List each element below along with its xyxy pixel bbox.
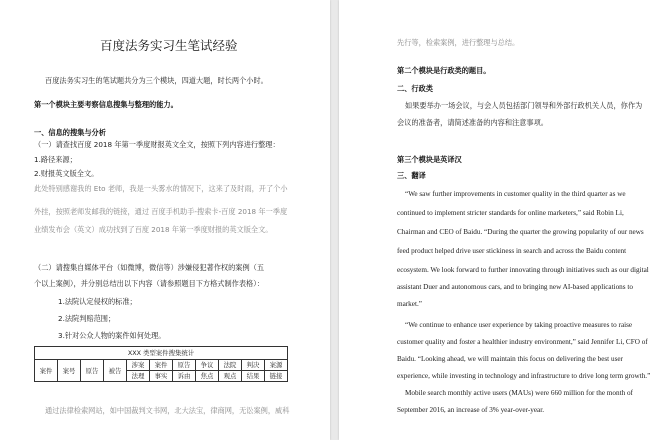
- module1-heading: 第一个模块主要考察信息搜集与整理的能力。: [34, 100, 178, 109]
- translation-p1-line: ecosystem. We look forward to further innovating through initiatives such as our digital: [397, 266, 649, 274]
- table-header-cell: 案号: [58, 360, 81, 382]
- document-page-left: [0, 0, 330, 440]
- table-header-cell: 原告: [173, 360, 196, 371]
- translation-p2-line: experience, while investing in technology and infrastructure to drive long term growth.”: [397, 372, 651, 380]
- question2-item2: 2.法院判赔范围；: [58, 314, 116, 323]
- module2-heading: 第二个模块是行政类的题目。: [397, 66, 491, 75]
- table-header-cell: 法理: [127, 371, 150, 382]
- table-header-cell: 争议: [196, 360, 219, 371]
- table-header-cell: 观点: [219, 371, 242, 382]
- admin-question-line1: 如果要举办一场会议，与会人员包括部门领导和外部行政机关人员，你作为: [405, 101, 643, 110]
- question2-line1: （二）请搜集自媒体平台（如微博，微信等）涉嫌侵犯著作权的案例（五: [34, 263, 265, 272]
- table-header-cell: 结果: [242, 371, 265, 382]
- table-header-cell: 涉案: [127, 360, 150, 371]
- document-title: 百度法务实习生笔试经验: [100, 38, 238, 53]
- table-header-cell: 案件: [35, 360, 58, 382]
- translation-p1-line: feed product helped drive user stickiness in search and across the Baidu content: [397, 247, 627, 255]
- translation-p1-line: market.”: [397, 300, 422, 308]
- section1-heading: 一、信息的搜集与分析: [34, 128, 106, 137]
- gray-note-line1: 此处特别感谢我的 Eto 老师，我是一头雾水的情况下，这来了及时雨，开了个小: [34, 184, 288, 193]
- question1-text: （一）请查找百度 2018 年第一季度财报英文全文，按照下列内容进行整理：: [34, 140, 280, 149]
- top-gray-note: 先行等，检索案例，进行整理与总结。: [397, 38, 520, 47]
- case-statistics-table: [34, 346, 288, 382]
- question2-item3: 3.针对公众人物的案件如何处理。: [58, 331, 166, 340]
- question2-item1: 1.法院认定侵权的标准；: [58, 297, 137, 306]
- document-page-right: [339, 0, 667, 440]
- table-header-cell: 事实: [150, 371, 173, 382]
- question2-line2: 个以上案例），并分别总结出以下内容（请参照题目下方格式制作表格）：: [34, 279, 264, 288]
- table-header-cell: 案件: [150, 360, 173, 371]
- table-header-cell: 判决: [242, 360, 265, 371]
- table-header-cell: 焦点: [196, 371, 219, 382]
- translation-p2-line: Baidu. “Looking ahead, we will maintain this focus on delivering the best user: [397, 355, 623, 363]
- translation-p2-line: “We continue to enhance user experience by taking proactive measures to raise: [405, 321, 633, 329]
- admin-question-line2: 会议的准备者，请简述准备的内容和注意事项。: [397, 118, 548, 127]
- table-header-cell: 法院: [219, 360, 242, 371]
- question1-item1: 1.路径来源；: [34, 155, 77, 164]
- table-caption: XXX 类型案件搜集统计: [35, 347, 288, 360]
- table-header-cell: 被告: [104, 360, 127, 382]
- translation-p1-line: “We saw further improvements in customer quality in the third quarter as we: [405, 190, 626, 198]
- table-header-cell: 诉由: [173, 371, 196, 382]
- translation-p1-line: assistant Duer and autonomous cars, and to bringing new AI-based applications to: [397, 283, 633, 291]
- footer-gray-note: 通过法律检索网站，如中国裁判文书网，北大法宝，律商网，无讼案例，威科: [45, 406, 290, 415]
- table-header-cell: 原告: [81, 360, 104, 382]
- translation-p1-line: continued to implement stricter standards for online marketers,” said Robin Li,: [397, 209, 624, 217]
- question1-item2: 2.财报英文版全文。: [34, 169, 99, 178]
- intro-paragraph: 百度法务实习生的笔试题共分为三个模块，四道大题，时长两个小时。: [45, 76, 268, 85]
- translation-p3-line: Mobile search monthly active users (MAUs) were 660 million for the month of: [405, 389, 633, 397]
- table-header-cell: 链接: [265, 371, 288, 382]
- module3-heading: 第三个模块是英译汉: [397, 155, 462, 164]
- gray-note-line2: 外挂，按照老师发邮我的链接，通过 百度手机助手-搜索卡-百度 2018 年一季度: [34, 207, 288, 216]
- section3-heading: 三、翻译: [397, 171, 426, 180]
- translation-p2-line: customer quality and foster a healthier industry environment,” said Jennifer Li, CFO of: [397, 338, 648, 346]
- gray-note-line3: 业绩发布会（英文）成功找到了百度 2018 年第一季度财报的英文版全文。: [34, 225, 273, 234]
- translation-p3-line: September 2016, an increase of 3% year-over-year.: [397, 406, 544, 414]
- table-header-cell: 案源: [265, 360, 288, 371]
- translation-p1-line: Chairman and CEO of Baidu. “During the quarter the growing popularity of our news: [397, 228, 644, 236]
- section2-heading: 二、行政类: [397, 84, 433, 93]
